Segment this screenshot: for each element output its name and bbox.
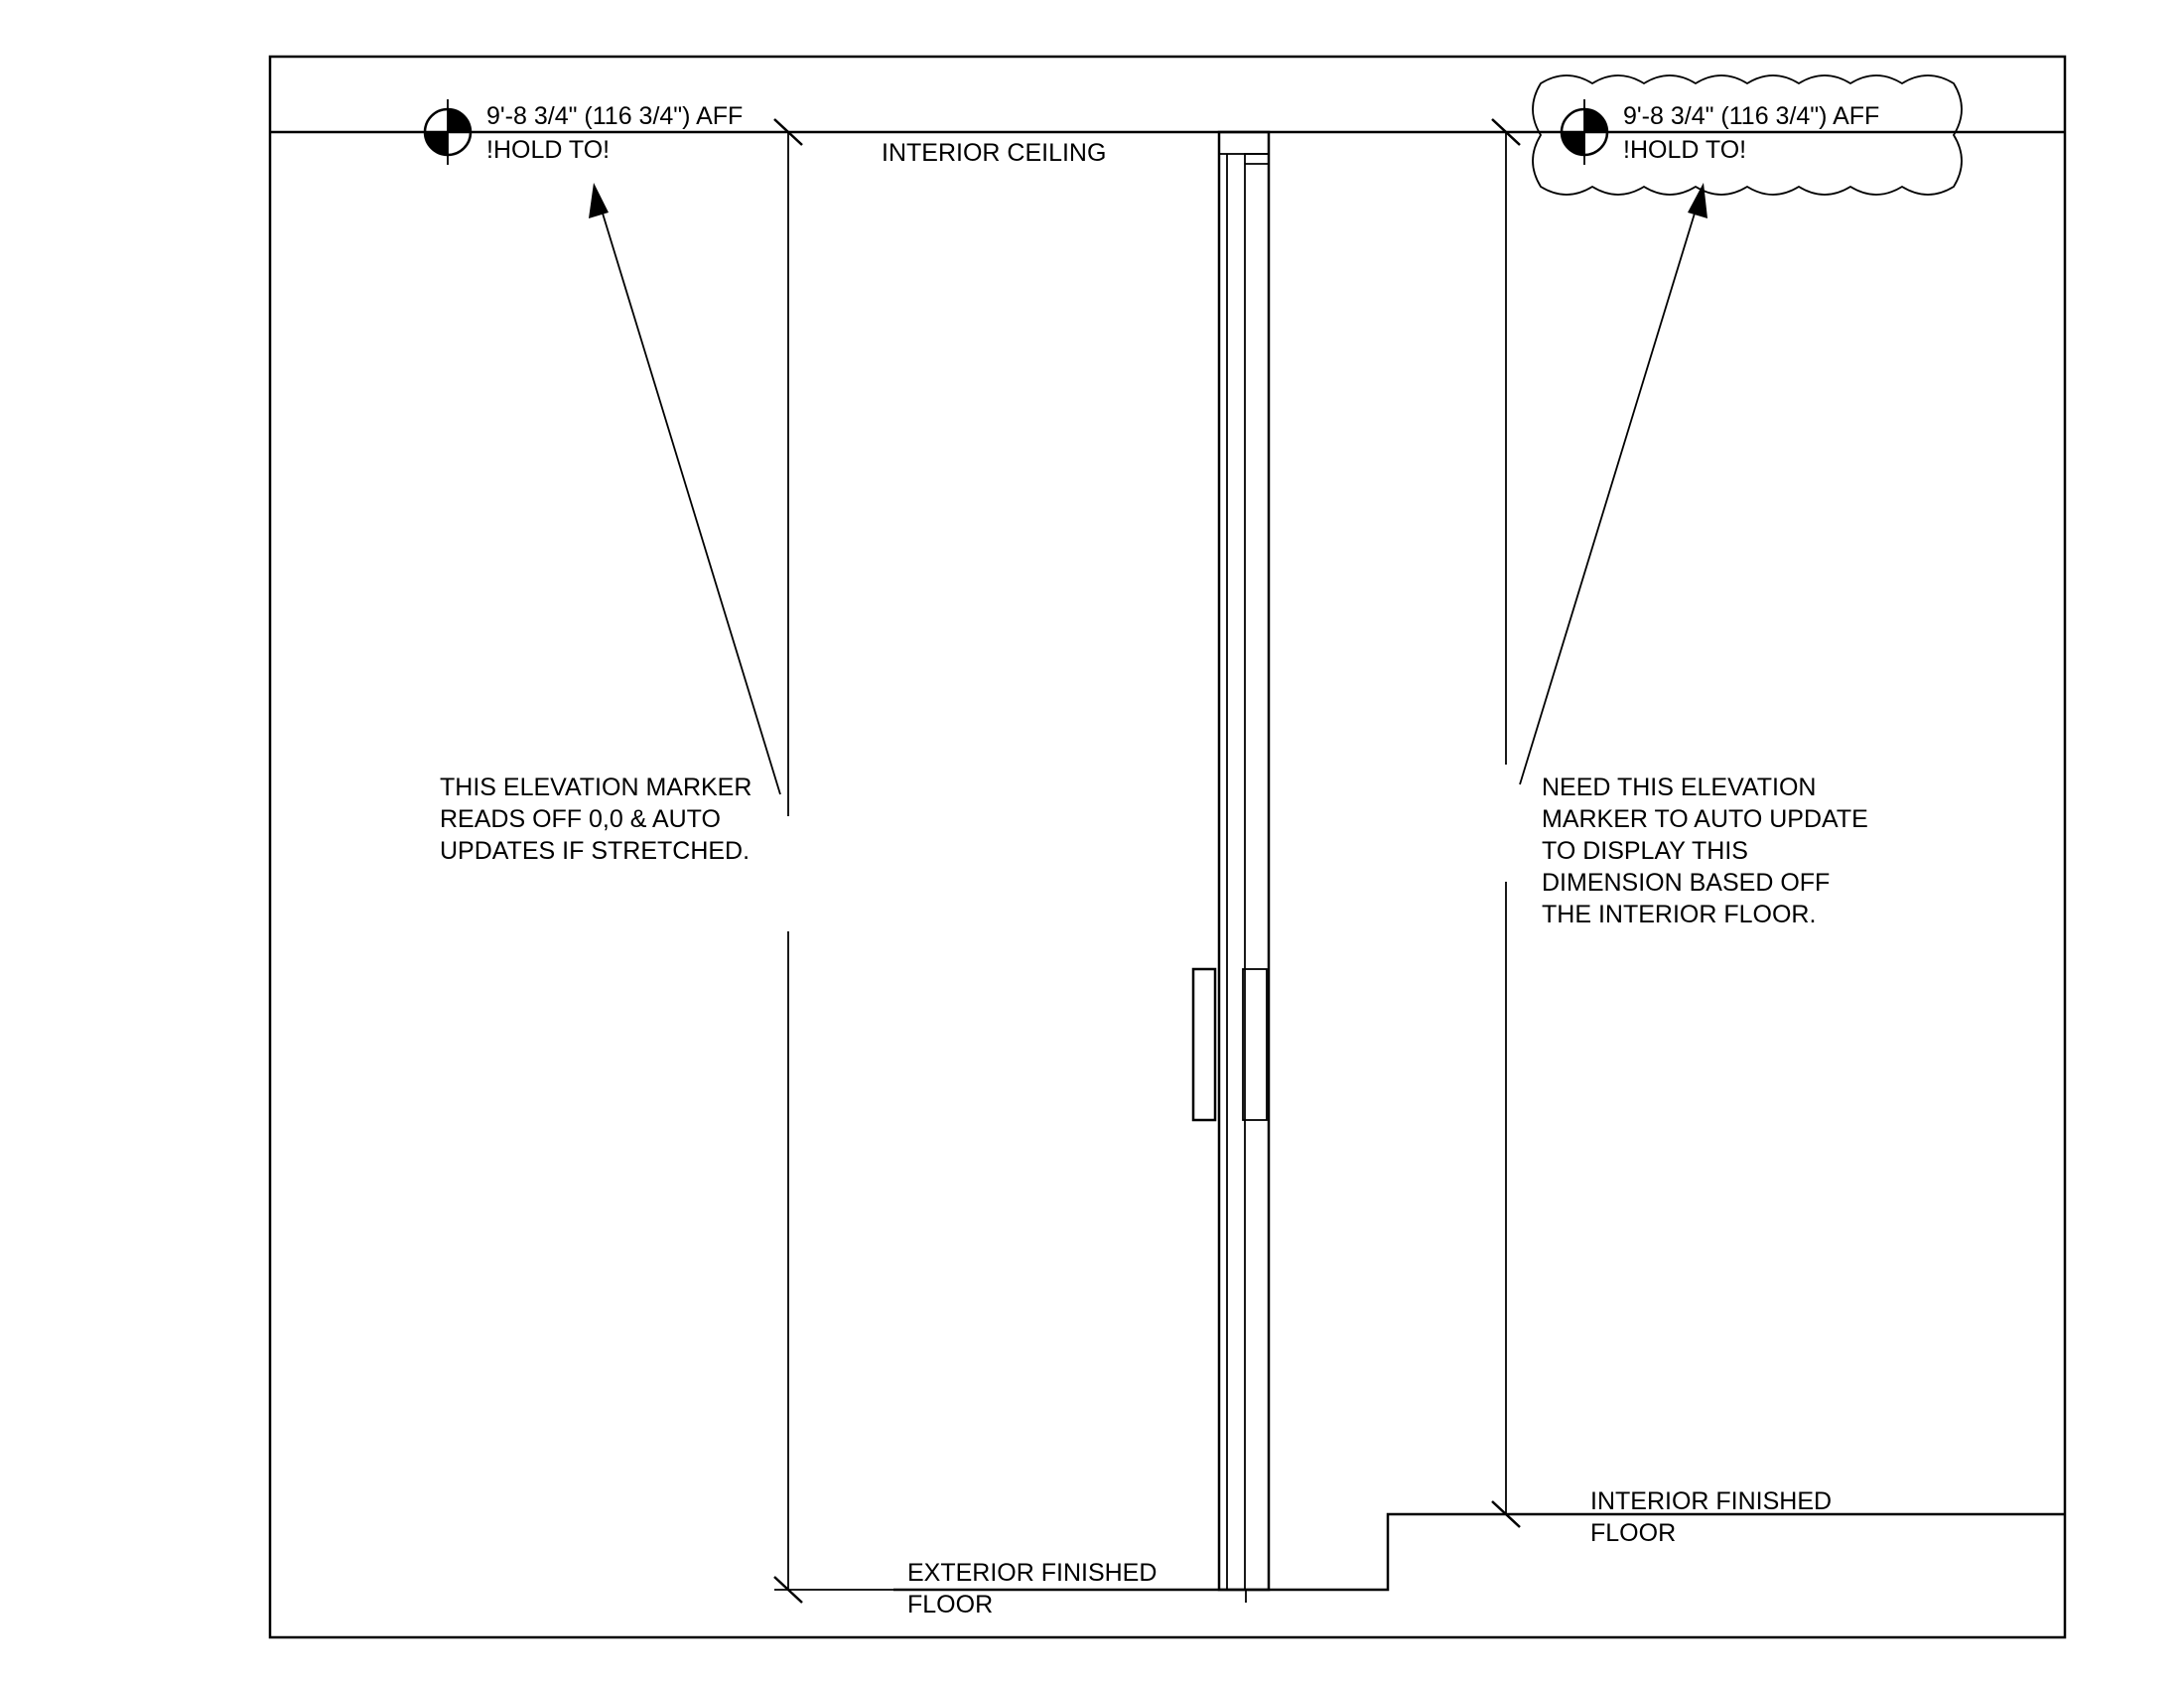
exterior-floor-label-line2: FLOOR <box>907 1591 994 1618</box>
wall-section <box>1193 132 1269 1603</box>
left-marker-note: !HOLD TO! <box>486 136 611 164</box>
right-note-line: THE INTERIOR FLOOR. <box>1542 901 1817 928</box>
right-note-line: MARKER TO AUTO UPDATE <box>1542 805 1868 833</box>
left-dimension <box>774 119 893 1603</box>
left-elevation-marker <box>425 99 471 165</box>
interior-ceiling-label: INTERIOR CEILING <box>882 139 1107 167</box>
left-note-line: UPDATES IF STRETCHED. <box>440 837 751 865</box>
right-note-line: NEED THIS ELEVATION <box>1542 774 1817 801</box>
right-dimension <box>1492 119 1520 1527</box>
right-leader-arrow <box>1520 183 1707 784</box>
right-elevation-marker <box>1533 75 1962 195</box>
exterior-floor-label-line1: EXTERIOR FINISHED <box>907 1559 1158 1587</box>
right-marker-note: !HOLD TO! <box>1623 136 1747 164</box>
left-note-line: READS OFF 0,0 & AUTO <box>440 805 721 833</box>
left-note-line: THIS ELEVATION MARKER <box>440 774 752 801</box>
interior-floor-label-line1: INTERIOR FINISHED <box>1590 1487 1833 1515</box>
left-leader-arrow <box>589 183 780 794</box>
revision-cloud <box>1533 75 1962 195</box>
right-marker-elevation: 9'-8 3/4" (116 3/4") AFF <box>1623 102 1880 130</box>
left-marker-elevation: 9'-8 3/4" (116 3/4") AFF <box>486 102 744 130</box>
interior-floor-label-line2: FLOOR <box>1590 1519 1677 1547</box>
right-note-line: TO DISPLAY THIS <box>1542 837 1748 865</box>
door-handle <box>1193 969 1215 1120</box>
left-note <box>440 774 751 865</box>
right-note <box>1542 774 1868 928</box>
right-note-line: DIMENSION BASED OFF <box>1542 869 1831 897</box>
